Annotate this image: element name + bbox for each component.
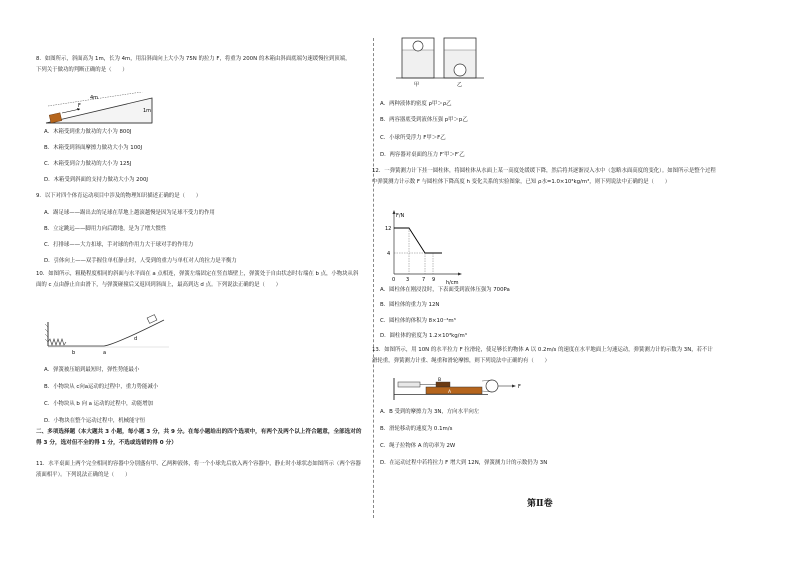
q8-option-c: C．木箱受到合力做功的大小为 125J	[44, 161, 132, 167]
graph-y-tick-4: 4	[387, 251, 391, 257]
q8-option-a: A．木箱受到重力做功的大小为 800J	[44, 129, 132, 135]
question-8-stem: 8．如图所示，斜面高为 1m，长为 4m，用沿斜面向上大小为 75N 的拉力 F，将重为 200N 的木箱由斜面底端匀速缓慢拉到顶端，下列关于做功的判断正确的是（ ）	[36, 56, 351, 73]
question-13-stem: 13．如图所示，用 10N 的水平拉力 F 拉滑轮，使足够长的物体 A 以 0.2m/s 的速度在水平地面上匀速运动，弹簧测力计的示数为 3N，若不计滑轮重，弹簧测力计重、绳重和滑轮摩擦，则下列说法中正确的有（ ）	[372, 347, 713, 364]
q8-option-d: D．木箱受到斜面的支持力做功大小为 200J	[44, 177, 148, 183]
q11-option-c: C．小球所受浮力 F甲＞F乙	[380, 135, 446, 141]
graph-x-tick-0: 0	[392, 277, 396, 283]
height-label: 1m	[143, 108, 152, 114]
graph-y-tick-12: 12	[385, 226, 392, 232]
graph-x-tick-7: 7	[422, 277, 426, 283]
graph-y-axis-label: F/N	[396, 213, 405, 219]
container-yi-label: 乙	[457, 82, 463, 88]
part-2-heading: 第Ⅱ卷	[527, 499, 553, 509]
section-2-heading: 二、多项选择题（本大题共 3 小题，每小题 3 分，共 9 分。在每小题给出的四个选项中，有两个及两个以上符合题意，全部选对的得 3 分，选对但不全的得 1 分，不选或选错的得 0 分）	[36, 429, 362, 446]
q10-option-b: B．小物块从 c向a运动的过程中，重力势能减小	[44, 384, 159, 390]
q13-option-a: A．B 受到的摩擦力为 3N，方向水平向左	[380, 409, 480, 415]
q13-option-c: C．绳子拉物体 A 的功率为 2W	[380, 443, 456, 449]
q10-option-d: D．小物块在整个运动过程中，机械能守恒	[44, 418, 146, 424]
question-13-pulley-figure	[392, 376, 524, 404]
q11-option-d: D．两容器对桌面的压力 F′甲＞F′乙	[380, 152, 465, 158]
block-a-label: A	[448, 390, 452, 395]
graph-x-axis-label: h/cm	[446, 280, 459, 286]
point-b-label: b	[72, 350, 76, 356]
column-divider	[373, 38, 374, 518]
force-label: F	[78, 103, 81, 109]
question-12-stem: 12．一弹簧测力计下挂一圆柱体，将圆柱体从水面上某一高度处缓缓下降，然后将其逐渐浸入水中（忽略水面高度的变化）。如图所示是整个过程中弹簧测力计示数 F 与圆柱体下降高度 h 变化关系的实验图象，已知 ρ水=1.0×10³kg/m³，则下列说法中正确的是（ ）	[372, 168, 716, 185]
graph-force-curve	[394, 228, 442, 253]
question-12-graph	[380, 208, 466, 286]
point-a-label: a	[103, 350, 107, 356]
q9-option-a: A．踢足球——踢出去的足球在草地上越滚越慢是因为足球不受力的作用	[44, 210, 215, 216]
q9-option-b: B．立定跳远——脚用力向后蹬地，是为了增大惯性	[44, 226, 167, 232]
question-11-stem: 11．水平桌面上两个完全相同的容器中分别盛有甲、乙两种液体，将一个小球先后放入两个容器中，静止时小球状态如图所示（两个容器液面相平）。下列说法正确的是（ ）	[36, 461, 361, 478]
graph-x-tick-9: 9	[432, 277, 436, 283]
question-10-stem: 10．如图所示，粗糙程度相同的斜面与水平面在 a 点相连，弹簧左端固定在竖直墙壁上，弹簧处于自由状态时右端在 b 点，小物块从斜面的 c 点由静止自由滑下，与弹簧碰撞后又返回到斜面上，最高到达 d 点。下列说法正确的是（ ）	[36, 271, 359, 288]
length-label: 4m	[90, 95, 99, 101]
q13-option-b: B．滑轮移动的速度为 0.1m/s	[380, 426, 453, 432]
q9-option-d: D．引体向上——双手握住单杠静止时，人受到的重力与单杠对人的拉力是平衡力	[44, 258, 237, 264]
question-11-containers-figure	[396, 36, 488, 88]
force-f-label: F	[518, 384, 521, 390]
q12-option-a: A．圆柱体在刚浸没时，下表面受到液体压强为 700Pa	[380, 287, 510, 293]
container-jia-label: 甲	[414, 82, 420, 88]
q10-option-c: C．小物块从 b 向 a 运动的过程中，动能增加	[44, 401, 153, 407]
question-9-stem: 9．以下对四个体育运动项目中涉及的物理知识描述正确的是（ ）	[36, 193, 202, 199]
q12-option-b: B．圆柱体的重力为 12N	[380, 302, 440, 308]
q12-option-d: D．圆柱体的密度为 1.2×10³kg/m³	[380, 333, 467, 339]
q13-option-d: D．在运动过程中若将拉力 F 增大到 12N，弹簧测力计的示数仍为 3N	[380, 460, 548, 466]
point-d-label: d	[134, 336, 138, 342]
q11-option-a: A．两种液体的密度 ρ甲＞ρ乙	[380, 101, 452, 107]
q12-option-c: C．圆柱体的体积为 8×10⁻⁴m³	[380, 318, 456, 324]
q9-option-c: C．打排球——大力扣球，手对球的作用力大于球对手的作用力	[44, 242, 194, 248]
block-b-label: B	[438, 378, 442, 383]
q11-option-b: B．两容器底受到液体压强 p甲＞p乙	[380, 117, 468, 123]
question-10-spring-figure	[44, 312, 174, 358]
question-8-incline-figure	[44, 92, 156, 126]
q8-option-b: B．木箱受到斜面摩擦力做功大小为 100J	[44, 145, 143, 151]
q10-option-a: A．弹簧被压缩到最短时，弹性势能最小	[44, 367, 140, 373]
graph-x-tick-3: 3	[406, 277, 410, 283]
